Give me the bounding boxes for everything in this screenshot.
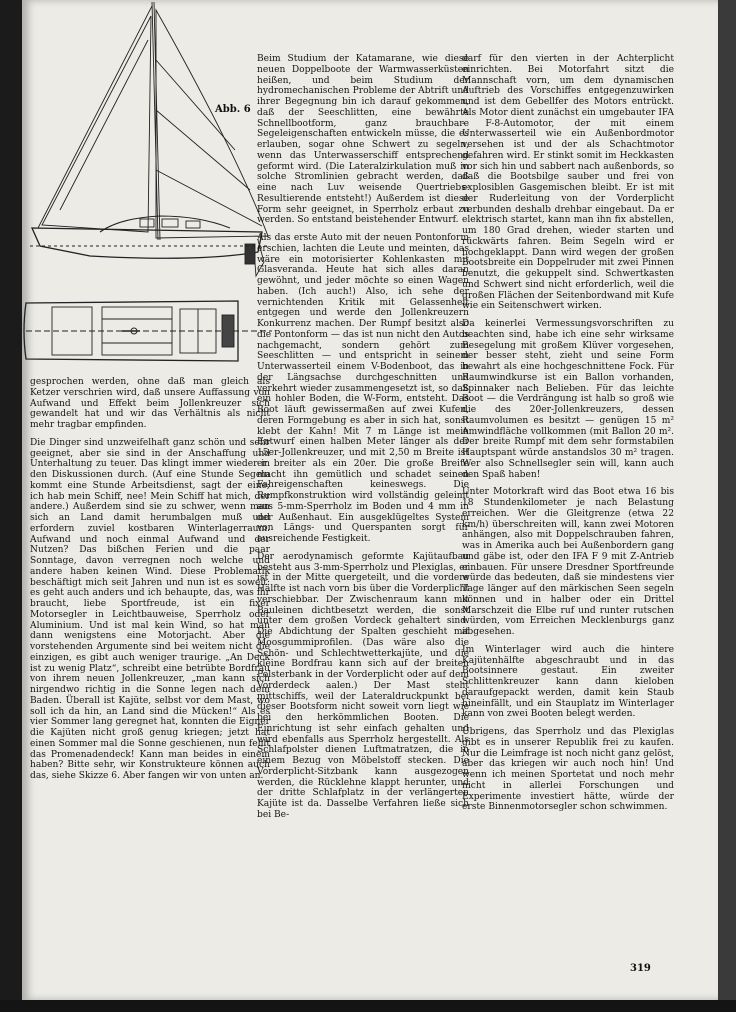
column-3 — [462, 54, 674, 820]
column-2 — [257, 54, 469, 828]
boat-plan-view-svg — [22, 295, 272, 370]
paragraph: Unter Motorkraft wird das Boot etwa 16 bis 18 Stundenkilometer je nach Belastung erreichen. Wer die Gleitgrenze (etwa 22 km/h) überschreiten will, kann zwei Motoren anhängen, also mit Doppelschrauben fahren, was in Amerika auch bei Außenbordern gang und gäbe ist, oder den IFA F 9 mit Z-Antrieb einbauen. Für unsere Dresdner Sportfreunde würde das bedeuten, daß sie mindestens vier Tage länger auf den märkischen Seen segeln können und in halber oder ein Drittel Marschzeit die Elbe ruf und runter rutschen würden, vom Erreichen Mecklenburgs ganz abgesehen. — [462, 487, 674, 637]
boat-side-view-drawing — [30, 0, 270, 290]
paragraph: Übrigens, das Sperrholz und das Plexiglas gibt es in unserer Republik frei zu kaufen. Nur die Leimfrage ist noch nicht ganz gelöst, aber das kriegen wir auch noch hin! Und wenn ich meinen Sportetat und noch mehr nicht in allerlei Forschungen und Experimente investiert hätte, würde der erste Binnenmotorsegler schon schwimmen. — [462, 727, 674, 813]
column-1 — [30, 377, 270, 789]
scan-edge-right — [718, 0, 736, 1012]
paragraph: darf für den vierten in der Achterplicht einrichten. Bei Motorfahrt sitzt die Mannschaft vorn, um dem dynamischen Auftrieb des Vorschiffes entgegenzuwirken und ist dem Gebellfer des Motors entrückt. Als Motor dient zunächst ein umgebauter IFA - F-8-Automotor, der mit einem Unterwasserteil wie ein Außenbordmotor versehen ist und der als Schachtmotor gefahren wird. Er stinkt somit im Heckkasten vor sich hin und sabbert nach außenbords, so daß die Bootsbilge sauber und frei von explosiblen Gasgemischen bleibt. Er ist mit der Ruderleitung von der Vorderplicht verbunden deshalb drehbar eingebaut. Da er elektrisch startet, kann man ihn fix abstellen, um 180 Grad drehen, wieder starten und rückwärts fahren. Beim Segeln wird er hochgeklappt. Dann wird wegen der großen Bootsbreite ein Doppelruder mit zwei Pinnen benutzt, die gekuppelt sind. Schwertkasten und Schwert sind nicht erforderlich, weil die großen Flächen der Seitenbordwand mit Kufe wie ein Seitenschwert wirken. — [462, 54, 674, 312]
page-number: 319 — [630, 963, 651, 974]
paragraph: Da keinerlei Vermessungsvorschriften zu beachten sind, habe ich eine sehr wirksame Besegelung mit großem Klüver vorgesehen, der besser steht, zieht und seine Form bewahrt als eine hochgeschnittene Fock. Für Raumwindkurse ist ein Ballon vorhanden, Spinnaker nach Belieben. Für das leichte Boot — die Verdrängung ist halb so groß wie die des 20er-Jollenkreuzers, dessen Raumvolumen es besitzt — genügen 15 m² Amwindfläche vollkommen (mit Ballon 20 m². Der breite Rumpf mit dem sehr formstabilen Hauptspant würde anstandslos 30 m² tragen. Wer also Schnellsegler sein will, kann auch den Spaß haben! — [462, 319, 674, 480]
magazine-page — [22, 0, 718, 1000]
scan-edge-left — [0, 0, 22, 1012]
paragraph: Der aerodynamisch geformte Kajütaufbau besteht aus 3-mm-Sperrholz und Plexiglas, er ist in der Mitte quergeteilt, und die vordere Hälfte ist nach vorn bis über die Vorderplicht verschiebbar. Der Zwischenraum kann mit Bauleinen dichtbesetzt werden, die sonst unter dem großen Vordeck gehaltert sind. Die Abdichtung der Spalten geschieht mit Moosgummiprofilen. (Das wäre also die Schön- und Schlechtwetterkajüte, und die kleine Bordfrau kann sich auf der breiten Polsterbank in der Vorderplicht oder auf dem Vorderdeck aalen.) Der Mast steht mittschiffs, weil der Lateraldruckpunkt bei dieser Bootsform nicht soweit vorn liegt wie bei den herkömmlichen Booten. Die Einrichtung ist sehr einfach gehalten und wird ebenfalls aus Sperrholz hergestellt. Als Schlafpolster dienen Luftmatratzen, die in einem Bezug von Möbelstoff stecken. Die Vorderplicht-Sitzbank kann ausgezogen werden, die Rücklehne klappt herunter, und der dritte Schlafplatz in der verlängerten Kajüte ist da. Dasselbe Verfahren ließe sich bei Be- — [257, 551, 469, 820]
boat-plan-view-drawing — [22, 295, 272, 370]
boat-side-view-svg — [30, 0, 270, 290]
figure-label: Abb. 6 — [215, 104, 251, 115]
paragraph: Als das erste Auto mit der neuen Pontonform erschien, lachten die Leute und meinten, das wäre ein motorisierter Kohlenkasten mit Glasveranda. Heute hat sich alles daran gewöhnt, und jeder möchte so einen Wagen haben. (Ich auch!) Also, ich sehe der vernichtenden Kritik mit Gelassenheit entgegen und werde den Jollenkreuzern Konkurrenz machen. Der Rumpf besitzt also die Pontonform — das ist nun nicht den Autos nachgemacht, sondern gehört zum Seeschlitten — und entspricht in seinem Unterwasserteil einem V-Bodenboot, das in der Längsachse durchgeschnitten und verkehrt wieder zusammengesetzt ist, so daß ein hohler Boden, die W-Form, entsteht. Das Boot läuft gewissermaßen auf zwei Kufen, deren Formgebung es aber in sich hat, sonst klebt der Kahn! Mit 7 m Länge ist mein Entwurf einen halben Meter länger als der 15er-Jollenkreuzer, und mit 2,50 m Breite ist er breiter als ein 20er. Die große Breite macht ihn gemütlich und schadet seinen Fahreigenschaften keineswegs. Die Rumpfkonstruktion wird vollständig geleimt aus 5-mm-Sperrholz im Boden und 4 mm in der Außenhaut. Ein ausgeklügeltes System von Längs- und Querspanten sorgt für ausreichende Festigkeit. — [257, 233, 469, 544]
paragraph: Im Winterlager wird auch die hintere Kajütenhälfte abgeschraubt und in das Bootsinnere gestaut. Ein zweiter Schlittenkreuzer kann dann kieloben daraufgepackt werden, damit kein Staub hineinfällt, und ein Stauplatz im Winterlager kann von zwei Booten belegt werden. — [462, 644, 674, 720]
paragraph: gesprochen werden, ohne daß man gleich als Ketzer verschrien wird, daß unsere Auffassung von Aufwand und Effekt beim Jollenkreuzer sich gewandelt hat und wir das Verhältnis als nicht mehr tragbar empfinden. — [30, 377, 270, 430]
scan-edge-bottom — [0, 1000, 736, 1012]
paragraph: Beim Studium der Katamarane, wie diese neuen Doppelboote der Warmwasserküsten heißen, und beim Studium der hydromechanischen Probleme der Abtrift und ihrer Begegnung bin ich darauf gekommen, daß der Seeschlitten, eine bewährte Schnellbootform, ganz brauchbare Segeleigenschaften entwickeln müsse, die es erlauben, sogar ohne Schwert zu segeln, wenn das Unterwasserschiff entsprechend geformt wird. (Die Lateralzirkulation muß in solche Stromlinien gebracht werden, daß eine nach Luv weisende Quertriebs-Resultierende entsteht!) Außerdem ist diese Form sehr geeignet, in Sperrholz erbaut zu werden. So entstand beistehender Entwurf. — [257, 54, 469, 226]
paragraph: Die Dinger sind unzweifelhaft ganz schön und sehr geeignet, aber sie sind in der Anschaffung und Unterhaltung zu teuer. Das klingt immer wieder in den Diskussionen durch. (Auf eine Stunde Segeln kommt eine Stunde Arbeitsdienst, sagt der eine; ich hab mein Schiff, nee! Mein Schiff hat mich, der andere.) Außerdem sind sie zu schwer, wenn man sich an Land damit herumbalgen muß und erfordern zuviel kostbaren Winterlagerraum. Aufwand und noch einmal Aufwand und der Nutzen? Das bißchen Ferien und die paar Sonntage, davon verregnen noch welche und andere haben keinen Wind. Diese Problematik beschäftigt mich seit Jahren und nun ist es soweit: es geht auch anders und ich behaupte, das, was ihr braucht, liebe Sportfreude, ist ein fixer Motorsegler in Leichtbauweise, Sperrholz oder Aluminium. Und ist mal kein Wind, so hat man dann wenigstens eine Motorjacht. Aber die vorstehenden Argumente sind bei weitem nicht die einzigen, es gibt auch weniger traurige. „An Deck ist zu wenig Platz“, schreibt eine betrübte Bordfrau von ihrem neuen Jollenkreuzer, „man kann sich nirgendwo richtig in die Sonne legen nach dem Baden. Überall ist Kajüte, selbst vor dem Mast, wo soll ich da hin, an Land sind die Mücken!“ Als es vier Sommer lang geregnet hat, konnten die Eigner die Kajüten nicht groß genug kriegen; jetzt hat einen Sommer mal die Sonne geschienen, nun fehlt das Promenadendeck! Kann man beides in einem haben? Bitte sehr, wir Konstrukteure können auch das, siehe Skizze 6. Aber fangen wir von unten an. — [30, 437, 270, 781]
